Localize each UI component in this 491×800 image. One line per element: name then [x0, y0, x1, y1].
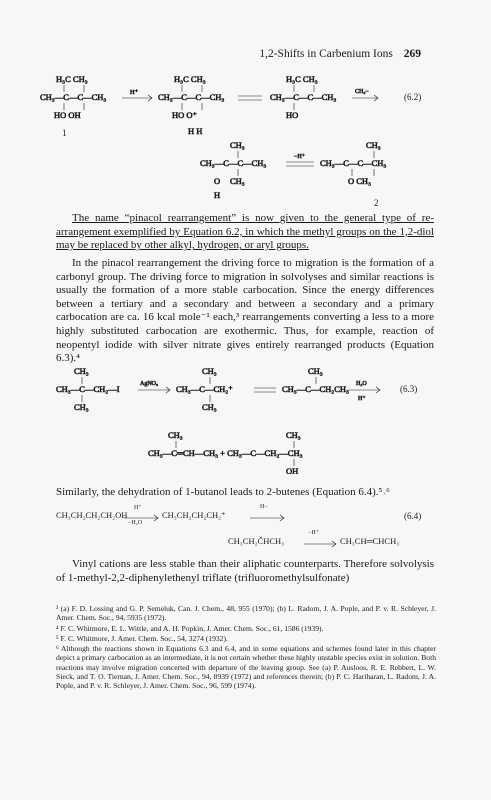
paragraph-butanol: [56, 486, 434, 500]
footnote: ⁶ Although the reactions shown in Equations 6.3 and 6.4, and in some equations and schemes found later in this chapter depict a primary carbocation as an intermediate, it is not certain whether these highly unstable species exist in solution. Both reactions may involve migration concerted with departure of the leaving group. See (a) P. Ausloos, R. E. Rebbert, L. W. Sieck, and T. O. Tiernan, J. Amer. Chem. Soc., 94, 8939 (1972) and references therein; (b) P. C. Hariharan, L. Radom, J. A. Pople, and P. v. R. Schleyer, J. Amer. Chem. Soc., 96, 599 (1974).: [56, 644, 436, 691]
eq64-reagent-minus-h2o: −H₂O: [128, 520, 143, 526]
paragraph-pinacol-name: [56, 212, 434, 253]
svg-text:O CH₃: O CH₃: [348, 176, 372, 186]
eq64-h-shift: H−: [260, 504, 268, 510]
svg-text:CH₃: CH₃: [308, 366, 323, 376]
eq64-arrow-1: [124, 514, 160, 522]
svg-text:H⁺: H⁺: [130, 89, 139, 96]
svg-text:CH₃—C═CH—CH₃ + CH₃—C—CH₂—CH₃: CH₃—C═CH—CH₃ + CH₃—C—CH₂—CH₃: [148, 448, 303, 458]
svg-text:O: O: [214, 176, 221, 186]
svg-text:CH₃—C—CH₂CH₃: CH₃—C—CH₂CH₃: [282, 384, 349, 394]
paragraph-text: In the pinacol rearrangement the driving force to migration is the formation of a carbonyl group. The driving force to migration in solvolyses and similar reactions is usually the formation of a more stable carbocation. Since the energy differences between a tertiary and a secondary and between a secondary and a primary carbocation are ca. 16 kcal mole⁻¹ each,³ rearrangements converting a less to a more highly substituted carbocation are exothermic. Thus, for example, reaction of neopentyl iodide with silver nitrate gives entirely rearranged products (Equation 6.3).⁴: [56, 257, 434, 365]
svg-text:CH₃: CH₃: [230, 176, 245, 186]
svg-text:H₃C CH₃: H₃C CH₃: [174, 74, 206, 84]
svg-text:CH₃—C—CH₂—I: CH₃—C—CH₂—I: [56, 384, 120, 394]
eq64-carbocation: CH₃CH₂ČHCH₃: [228, 536, 285, 546]
svg-text:HO O⁺: HO O⁺: [172, 110, 198, 120]
svg-text:CH₃: CH₃: [202, 366, 217, 376]
eq64-product: CH₃CH═CHCH₃: [340, 536, 400, 546]
paragraph-text: Vinyl cations are less stable than their aliphatic counterparts. Therefore solvolysis of 1-methyl-2,2-diphenylethenyl triflate (trifluoromethylsulfonate): [56, 558, 434, 584]
paragraph-text: Similarly, the dehydration of 1-butanol leads to 2-butenes (Equation 6.4).⁵˒⁶: [56, 486, 390, 498]
footnote: ³ (a) F. D. Lossing and G. P. Semeluk, Can. J. Chem., 48, 955 (1970); (b) L. Radom, J. A. Pople, and P. v. R. Schleyer, J. Amer. Chem. Soc., 94, 5935 (1972).: [56, 604, 436, 623]
equation-6-3: [56, 364, 426, 474]
running-header: [259, 48, 421, 60]
svg-text:−H⁺: −H⁺: [294, 154, 305, 160]
svg-text:H₃C CH₃: H₃C CH₃: [286, 74, 318, 84]
svg-text:CH₃: CH₃: [230, 140, 245, 150]
equation-6-2-row2: [200, 138, 430, 208]
svg-text:CH₃—C—C—CH₃: CH₃—C—C—CH₃: [158, 92, 225, 102]
equation-6-3-number: (6.3): [400, 384, 418, 394]
page-number: 269: [403, 48, 421, 60]
compound-2-label: 2: [374, 198, 379, 208]
svg-text:HO OH: HO OH: [54, 110, 81, 120]
svg-text:H₃C CH₃: H₃C CH₃: [56, 74, 88, 84]
svg-text:H₂O: H₂O: [356, 381, 367, 387]
svg-text:CH₃−: CH₃−: [355, 89, 369, 95]
eq64-reagent-h: H⁺: [134, 505, 142, 511]
svg-text:H: H: [214, 190, 221, 200]
svg-text:CH₃: CH₃: [366, 140, 381, 150]
svg-text:CH₃—C—C—CH₃: CH₃—C—C—CH₃: [270, 92, 337, 102]
footnotes: [56, 604, 436, 692]
svg-text:AgNO₃: AgNO₃: [140, 381, 159, 387]
compound-1-label: 1: [62, 128, 67, 138]
svg-text:CH₃: CH₃: [74, 402, 89, 412]
footnote: ⁵ F. C. Whitmore, J. Amer. Chem. Soc., 54, 3274 (1932).: [56, 633, 228, 643]
paragraph-driving-force: [56, 257, 434, 366]
svg-text:CH₃—C—C—CH₃: CH₃—C—C—CH₃: [200, 158, 267, 168]
svg-text:CH₃—C—CH₂⁺: CH₃—C—CH₂⁺: [176, 384, 233, 394]
eq64-arrow-3: [304, 540, 338, 548]
svg-text:CH₃: CH₃: [202, 402, 217, 412]
eq64-intermediate: CH₃CH₂CH₂CH₂⁺: [162, 510, 226, 520]
header-title: 1,2-Shifts in Carbenium Ions: [259, 48, 393, 60]
svg-text:H⁺: H⁺: [358, 396, 366, 402]
svg-text:CH₃: CH₃: [286, 430, 301, 440]
svg-text:HO: HO: [286, 110, 299, 120]
svg-text:CH₃: CH₃: [168, 430, 183, 440]
footnote: ⁴ F. C. Whitmore, E. L. Wittle, and A. H. Popkin, J. Amer. Chem. Soc., 61, 1586 (1939).: [56, 623, 324, 633]
svg-text:CH₃: CH₃: [74, 366, 89, 376]
eq64-reagent-minus-h: −H⁺: [308, 530, 319, 536]
paragraph-text: The name “pinacol rearrangement” is now given to the general type of re-arrangement exemplified by Equation 6.2, in which the methyl groups on the 1,2-diol may be replaced by other alkyl, hydrogen, or aryl groups.: [56, 212, 434, 252]
svg-text:CH₃—C—C—CH₃: CH₃—C—C—CH₃: [40, 92, 107, 102]
eq64-arrow-2: [250, 514, 286, 522]
equation-6-2-number: (6.2): [404, 92, 422, 102]
svg-text:CH₃—C—C—CH₃: CH₃—C—C—CH₃: [320, 158, 387, 168]
svg-text:OH: OH: [286, 466, 299, 474]
svg-text:H H: H H: [188, 126, 203, 136]
paragraph-vinyl-cations: [56, 558, 434, 585]
equation-6-4-number: (6.4): [404, 511, 422, 521]
eq64-reactant: CH₃CH₂CH₂CH₂OH: [56, 510, 128, 520]
equation-6-2-row1: [40, 72, 460, 142]
